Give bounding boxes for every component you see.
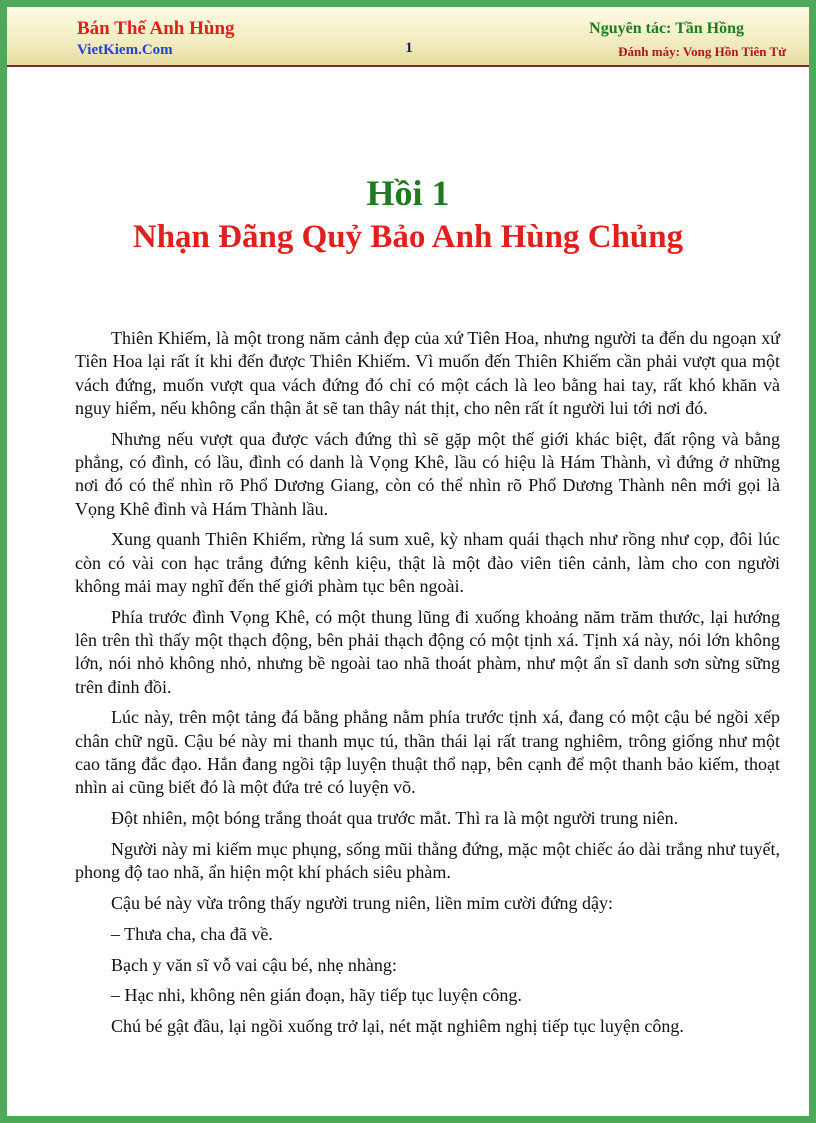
chapter-title: Nhạn Đãng Quỷ Bảo Anh Hùng Chủng [132, 219, 684, 255]
dialogue-line: – Thưa cha, cha đã về. [111, 923, 273, 944]
paragraph: Bạch y văn sĩ vỗ vai cậu bé, nhẹ nhàng: [111, 954, 397, 975]
site-name: VietKiem.Com [77, 42, 173, 58]
typist-credit: Đánh máy: Vong Hồn Tiên Tử [618, 44, 786, 59]
paragraph: Phía trước đình Vọng Khê, có một thung lũng đi xuống khoảng năm trăm thước, lại hướng lên trên thì thấy một thạch động, bên phải thạch động có một tịnh xá. Tịnh xá này, nói lớn không lớn, nói nhỏ không nhỏ, nhưng bề ngoài tao nhã thoát phàm, như một ẩn sĩ danh sơn sừng sững trên đỉnh đồi. [75, 606, 780, 697]
paragraph: Chú bé gật đầu, lại ngồi xuống trở lại, nét mặt nghiêm nghị tiếp tục luyện công. [111, 1016, 684, 1037]
chapter-body [75, 327, 780, 1046]
dialogue-line: – Hạc nhi, không nên gián đoạn, hãy tiếp tục luyện công. [111, 985, 522, 1006]
paragraph: Xung quanh Thiên Khiếm, rừng lá sum xuê, kỳ nham quái thạch như rồng như cọp, đôi lúc còn có vài con hạc trắng đứng kênh kiệu, thật là một đào viên tiên cảnh, làm cho con người không mải may nghĩ đến thế giới phàm tục bên ngoài. [75, 529, 780, 596]
paragraph: Lúc này, trên một tảng đá bằng phẳng nằm phía trước tịnh xá, đang có một cậu bé ngồi xếp chân chữ ngũ. Cậu bé này mi thanh mục tú, thần thái lại rất trang nghiêm, trông giống như một cao tăng đắc đạo. Hắn đang ngồi tập luyện thuật thổ nạp, bên cạnh để một thanh bảo kiếm, thoạt nhìn ai cũng biết đó là một đứa trẻ có luyện võ. [75, 707, 780, 798]
paragraph: Thiên Khiếm, là một trong năm cảnh đẹp của xứ Tiên Hoa, nhưng người ta đến du ngoạn xứ Tiên Hoa lại rất ít khi đến được Thiên Khiếm. Vì muốn đến Thiên Khiếm cần phải vượt qua một vách đứng, muốn vượt qua vách đứng đó chỉ có một cách là leo bằng hai tay, rất khó khăn và nguy hiểm, nếu không cẩn thận ắt sẽ tan thây nát thịt, cho nên rất ít người lui tới nơi đó. [75, 328, 780, 418]
paragraph: Người này mi kiếm mục phụng, sống mũi thẳng đứng, mặc một chiếc áo dài trắng như tuyết, phong độ tao nhã, ẩn hiện một khí phách siêu phàm. [75, 838, 780, 883]
chapter-number: Hồi 1 [366, 173, 450, 213]
paragraph: Đột nhiên, một bóng trắng thoát qua trước mắt. Thì ra là một người trung niên. [111, 808, 679, 829]
author-credit: Nguyên tác: Tần Hồng [589, 20, 744, 37]
page-number: 1 [405, 40, 413, 56]
paragraph: Nhưng nếu vượt qua được vách đứng thì sẽ gặp một thế giới khác biệt, đất rộng và bằng phẳng, có đình, có lầu, đình có danh là Vọng Khê, lầu có hiệu là Hám Thành, vì đứng ở những nơi đó có thể nhìn rõ Phổ Dương Giang, còn có thể nhìn rõ Phổ Dương Thành nên mới gọi là Vọng Khê đình và Hám Thành lầu. [75, 428, 780, 519]
book-title: Bán Thế Anh Hùng [77, 18, 235, 39]
page-header [7, 7, 809, 67]
paragraph: Cậu bé này vừa trông thấy người trung niên, liền mỉm cười đứng dậy: [111, 893, 613, 914]
